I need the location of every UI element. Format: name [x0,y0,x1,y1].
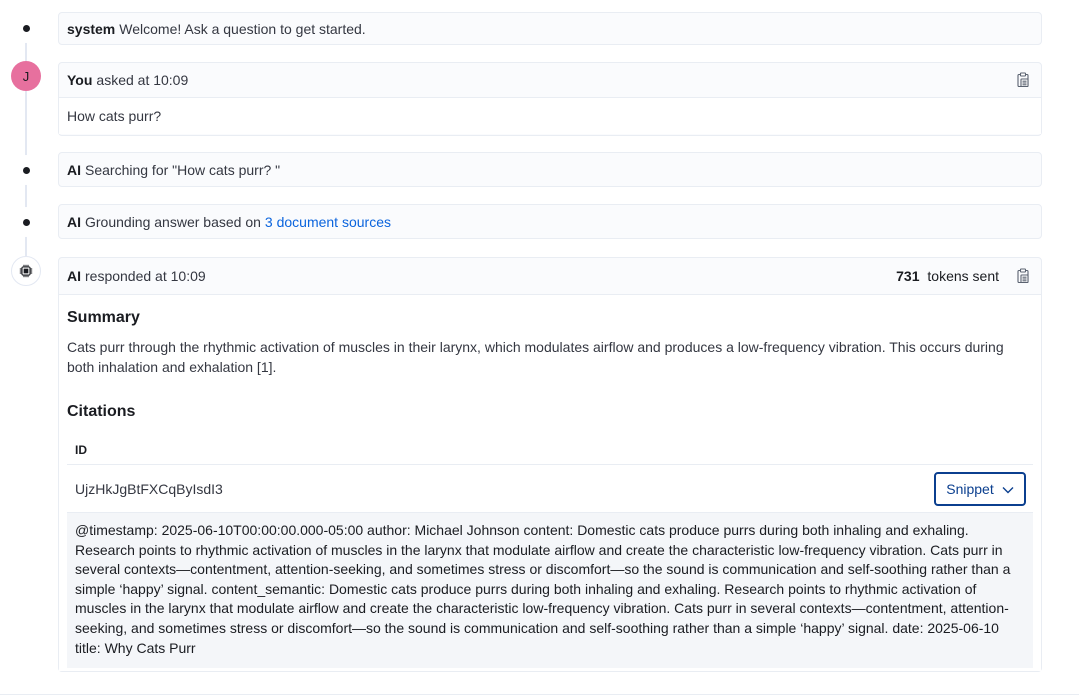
summary-heading: Summary [67,309,140,326]
citations-table [67,435,1033,668]
message-role: system [67,20,116,37]
tokens-label: tokens sent [927,268,999,284]
message-meta: responded at 10:09 [85,268,206,284]
user-message [58,62,1042,136]
ai-response [58,257,1042,672]
document-sources-link[interactable]: 3 document sources [264,213,391,230]
table-row [67,465,1033,513]
cpu-chip-icon [11,256,41,286]
avatar: J [11,61,41,91]
message-meta: asked at 10:09 [96,72,189,88]
message-text: Welcome! Ask a question to get started. [119,20,366,37]
column-header-id: ID [67,435,1033,465]
clipboard-icon[interactable] [1015,72,1031,88]
ai-avatar [11,256,41,286]
citation-id: UjzHkJgBtFXCqByIsdI3 [75,480,223,497]
chevron-down-icon [1002,481,1014,497]
clipboard-icon[interactable] [1015,268,1031,284]
citations-heading: Citations [67,403,136,420]
grounding-message [58,204,1042,239]
message-role: You [67,72,93,88]
message-role: AI [67,161,81,178]
timeline-dot [11,13,41,43]
message-role: AI [67,213,81,230]
timeline-dot [11,155,41,185]
tokens-sent [896,268,999,284]
user-avatar [11,61,41,91]
tokens-count: 731 [896,268,920,284]
message-role: AI [67,268,81,284]
message-text: Grounding answer based on [85,213,261,230]
user-question: How cats purr? [59,97,1041,134]
search-message [58,152,1042,187]
summary-text: Cats purr through the rhythmic activation of muscles in their larynx, which modulates airflow and produces a low-frequency vibration. This occurs during both inhalation and exhalation [1]. [67,339,1004,375]
message-text: Searching for "How cats purr? " [85,161,281,178]
divider [0,694,1079,695]
snippet-content: @timestamp: 2025-06-10T00:00:00.000-05:00 author: Michael Johnson content: Domestic cats produce purrs during both inhaling and exhaling. Research points to rhythmic activation of muscles in the larynx that modulate airflow and create the characteristic low-frequency vibration. Cats purr in several contexts—contentment, attention-seeking, and sometimes stress or discomfort—so the sound is communication and self-soothing rather than a simple ‘happy’ signal. content_semantic: Domestic cats produce purrs during both inhaling and exhaling. Research points to rhythmic activation of muscles in the larynx that modulate airflow and create the characteristic low-frequency vibration. Cats purr in several contexts—contentment, attention-seeking, and sometimes stress or discomfort—so the sound is communication and self-soothing rather than a simple ‘happy’ signal. date: 2025-06-10 title: Why Cats Purr [67,513,1033,668]
system-message [58,12,1042,45]
snippet-toggle-button[interactable] [934,472,1026,506]
snippet-button-label: Snippet [946,480,994,497]
timeline-dot [11,207,41,237]
